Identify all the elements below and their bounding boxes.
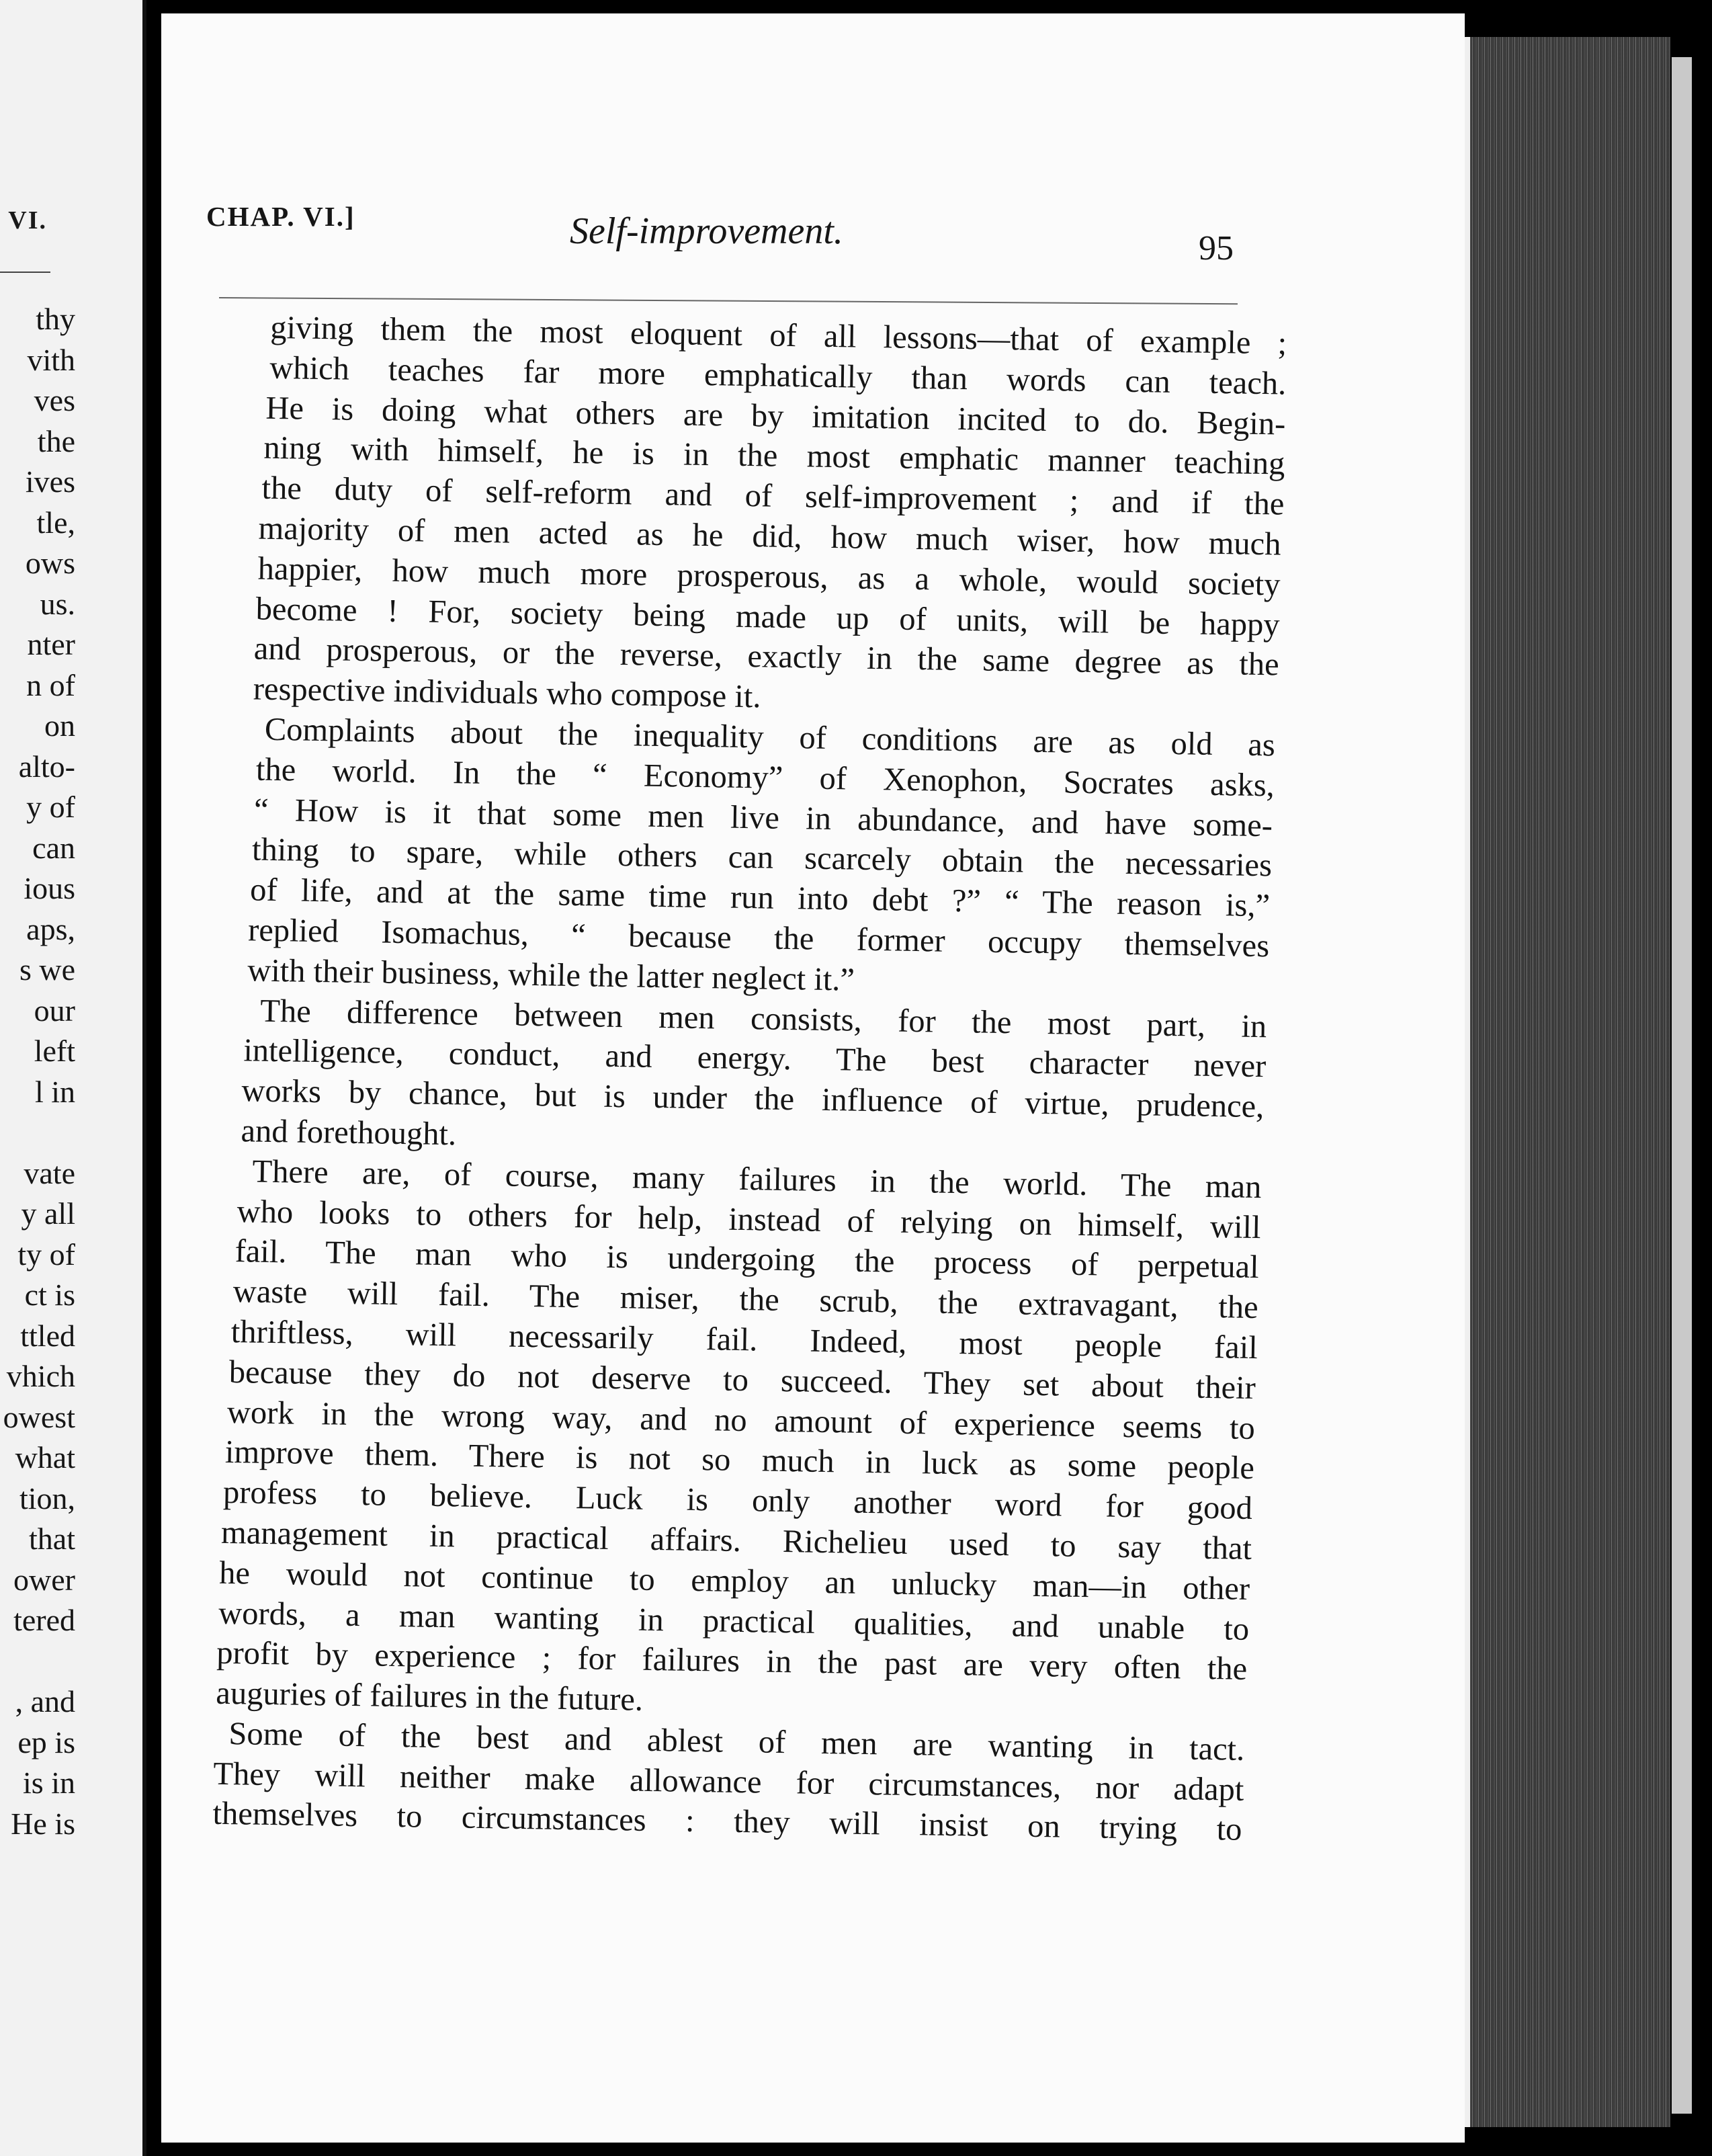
text-line: work in the wrong way, and no amount of experience seems to: [226, 1394, 1256, 1446]
left-page-line: tion,: [19, 1481, 75, 1516]
left-page-gap: [0, 1641, 75, 1682]
left-page-line: that: [29, 1522, 75, 1556]
text-line: fail. The man who is undergoing the process of perpetual: [234, 1233, 1259, 1286]
left-page-line: ty of: [17, 1237, 75, 1272]
text-line: Some of the best and ablest of men are wanting in tact.: [228, 1716, 1245, 1768]
text-line: of life, and at the same time run into debt ?” “ The reason is,”: [249, 872, 1271, 924]
left-page-line: is in: [23, 1766, 75, 1800]
text-line: works by chance, but is under the influence of virtue, prudence,: [241, 1073, 1265, 1125]
text-line: with their business, while the latter neglect it.”: [247, 952, 855, 998]
left-page-line: on: [44, 708, 75, 743]
left-page-line: us.: [40, 586, 75, 621]
left-page-line: thy: [36, 302, 75, 336]
text-line: He is doing what others are by imitation incited to do. Begin-: [265, 390, 1286, 442]
left-page-line: nter: [27, 627, 75, 661]
text-line: auguries of failures in the future.: [215, 1675, 644, 1718]
page-edges: [1465, 37, 1670, 2127]
text-line: The difference between men consists, for the most part, in: [259, 993, 1267, 1044]
text-line: who looks to others for help, instead of relying on himself, will: [237, 1193, 1261, 1245]
left-page-line: the: [37, 423, 75, 458]
left-page-running-head: VI.: [8, 206, 47, 235]
left-page-line: y all: [21, 1196, 75, 1231]
left-page-line: l in: [34, 1074, 75, 1109]
left-page-line: ives: [25, 464, 75, 499]
text-line: improve them. There is not so much in luck as some people: [224, 1434, 1255, 1487]
left-page-line: ct is: [24, 1278, 75, 1312]
left-page-line: ious: [24, 871, 75, 905]
text-line: the world. In the “ Economy” of Xenophon, Socrates asks,: [255, 751, 1275, 804]
text-line: respective individuals who compose it.: [253, 671, 761, 715]
left-page-fragment: [0, 0, 146, 2156]
text-line: Complaints about the inequality of conditions are as old as: [264, 711, 1276, 763]
left-page-line: vith: [27, 342, 75, 377]
text-line: There are, of course, many failures in the world. The man: [252, 1153, 1262, 1205]
header-rule: [219, 297, 1238, 304]
text-line: replied Isomachus, “ because the former occupy themselves: [247, 912, 1270, 964]
left-page-line: ves: [34, 383, 75, 417]
text-line: thing to spare, while others can scarcely obtain the necessaries: [251, 831, 1273, 884]
left-page-text-column: [0, 299, 75, 1844]
body-text: [148, 306, 1475, 1859]
left-page-line: ep is: [17, 1725, 75, 1759]
text-line: which teaches far more emphatically than words can teach.: [269, 349, 1287, 402]
left-page-gap: [0, 1112, 75, 1153]
text-line: ning with himself, he is in the most emphatic manner teaching: [263, 430, 1285, 482]
left-page-line: , and: [15, 1684, 75, 1718]
left-page-line: n of: [26, 667, 75, 702]
left-page-line: can: [32, 830, 75, 865]
text-line: thriftless, will necessarily fail. Indeed, most people fail: [230, 1314, 1258, 1366]
left-page-line: y of: [26, 790, 75, 824]
book-page: [161, 13, 1465, 2143]
left-page-line: ttled: [20, 1318, 75, 1353]
text-line: waste will fail. The miser, the scrub, the extravagant, the: [232, 1274, 1259, 1326]
left-page-line: ows: [25, 546, 75, 580]
running-head: [161, 13, 1465, 296]
text-line: majority of men acted as he did, how much wiser, how much: [258, 510, 1281, 563]
running-title: Self-improvement.: [570, 210, 843, 252]
left-page-line: aps,: [26, 911, 75, 946]
text-line: They will neither make allowance for circumstances, nor adapt: [213, 1755, 1244, 1808]
left-page-line: vhich: [6, 1359, 75, 1393]
text-line: and forethought.: [241, 1113, 457, 1153]
chapter-label: CHAP. VI.]: [206, 201, 355, 232]
text-line: words, a man wanting in practical qualities, and unable to: [218, 1595, 1250, 1647]
left-page-line: owest: [3, 1399, 75, 1434]
text-line: the duty of self-reform and of self-improvement ; and if the: [261, 470, 1285, 522]
text-line: profess to believe. Luck is only another word for good: [222, 1475, 1253, 1527]
left-page-line: s we: [19, 952, 75, 987]
left-page-line: vate: [24, 1155, 75, 1190]
text-line: intelligence, conduct, and energy. The best character never: [243, 1032, 1267, 1085]
left-page-line: our: [34, 993, 75, 1028]
page-edge-shadow: [1672, 57, 1692, 2114]
text-line: become ! For, society being made up of units, will be happy: [255, 591, 1280, 643]
text-line: happier, how much more prosperous, as a whole, would society: [257, 550, 1281, 603]
left-page-line: left: [34, 1034, 75, 1068]
text-line: he would not continue to employ an unlucky man—in other: [218, 1554, 1250, 1607]
text-line: and prosperous, or the reverse, exactly in the same degree as the: [253, 630, 1280, 683]
left-page-line: tered: [13, 1603, 75, 1637]
text-line: themselves to circumstances : they will insist on trying to: [212, 1796, 1242, 1848]
page-number: 95: [1199, 229, 1234, 267]
left-page-line: alto-: [18, 749, 75, 784]
text-line: profit by experience ; for failures in the past are very often the: [216, 1635, 1248, 1688]
page-edge-highlight: [1465, 37, 1470, 2127]
left-page-line: ower: [13, 1562, 75, 1597]
left-page-header-rule: [0, 272, 50, 273]
text-line: management in practical affairs. Richelieu used to say that: [220, 1514, 1252, 1567]
left-page-line: He is: [11, 1806, 75, 1841]
text-line: “ How is it that some men live in abundance, and have some-: [253, 792, 1273, 843]
left-page-line: what: [15, 1440, 75, 1475]
left-page-line: tle,: [36, 505, 75, 540]
text-line: giving them the most eloquent of all lessons—that of example ;: [269, 309, 1287, 362]
text-line: because they do not deserve to succeed. They set about their: [228, 1354, 1256, 1406]
